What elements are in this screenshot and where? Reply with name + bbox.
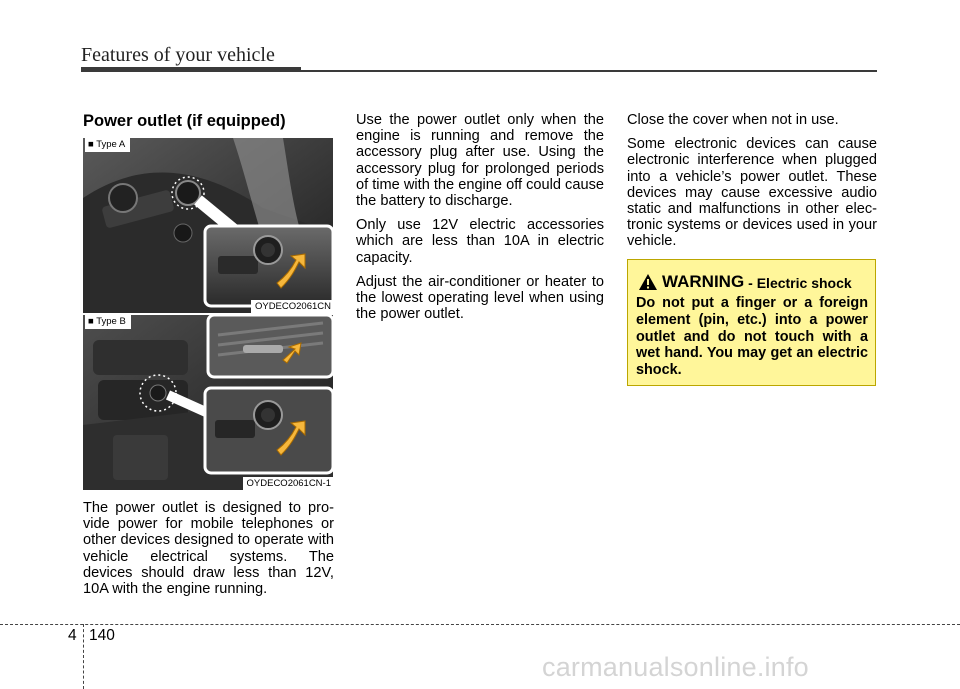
figure-type-a [83,138,333,313]
warning-text: Do not put a finger or a foreign element (pin, etc.) into a power outlet and do not touch with a wet hand. You may get an electric shock. [636,295,868,379]
chapter-number: 4 [68,627,77,644]
warning-header [638,272,852,292]
figure-type-a-code: OYDECO2061CN [251,300,333,313]
footer-rule [0,624,960,625]
page-number: 140 [89,627,115,644]
section-heading: Power outlet (if equipped) [83,112,286,130]
warning-subtitle: - Electric shock [748,275,852,291]
warning-box [627,259,876,386]
column-2-paragraph: Only use 12V electric accessories which are less than 10A in electric capacity. [356,217,604,266]
column-1-paragraph: The power outlet is designed to pro-vide power for mobile telephones or other devices designed to operate with vehicle electrical systems. The devices should draw less than 12V, 10A with the engine running. [83,500,334,598]
header-rule [301,70,877,72]
warning-triangle-icon [638,273,658,291]
console-photo-type-b [83,315,333,490]
column-3-text [627,112,877,258]
column-3-paragraph: Close the cover when not in use. [627,112,839,128]
column-3-paragraph: Some electronic devices can cause electronic interference when plugged into a vehicle’s power outlet. These devices may cause excessive audio static and malfunctions in other elec-tronic systems or devices used in your vehicle. [627,136,877,250]
figure-type-b-code: OYDECO2061CN-1 [243,477,333,490]
figure-type-a-label: ■ Type A [85,138,130,152]
warning-title: WARNING [662,272,745,291]
header-title: Features of your vehicle [81,44,275,66]
column-2-paragraph: Use the power outlet only when the engine is running and remove the accessory plug after use. Using the accessory plug for prolonged periods of time with the engine off could cause the battery to discharge. [356,112,604,210]
header-bar [81,67,301,72]
column-2-text [356,112,604,330]
footer-divider [83,624,84,689]
column-1-text [83,500,334,605]
figure-type-b-label: ■ Type B [85,315,131,329]
figure-type-b [83,315,333,490]
watermark: carmanualsonline.info [542,652,809,682]
console-photo-type-a [83,138,333,313]
column-2-paragraph: Adjust the air-conditioner or heater to the lowest operating level when using the power outlet. [356,273,604,323]
